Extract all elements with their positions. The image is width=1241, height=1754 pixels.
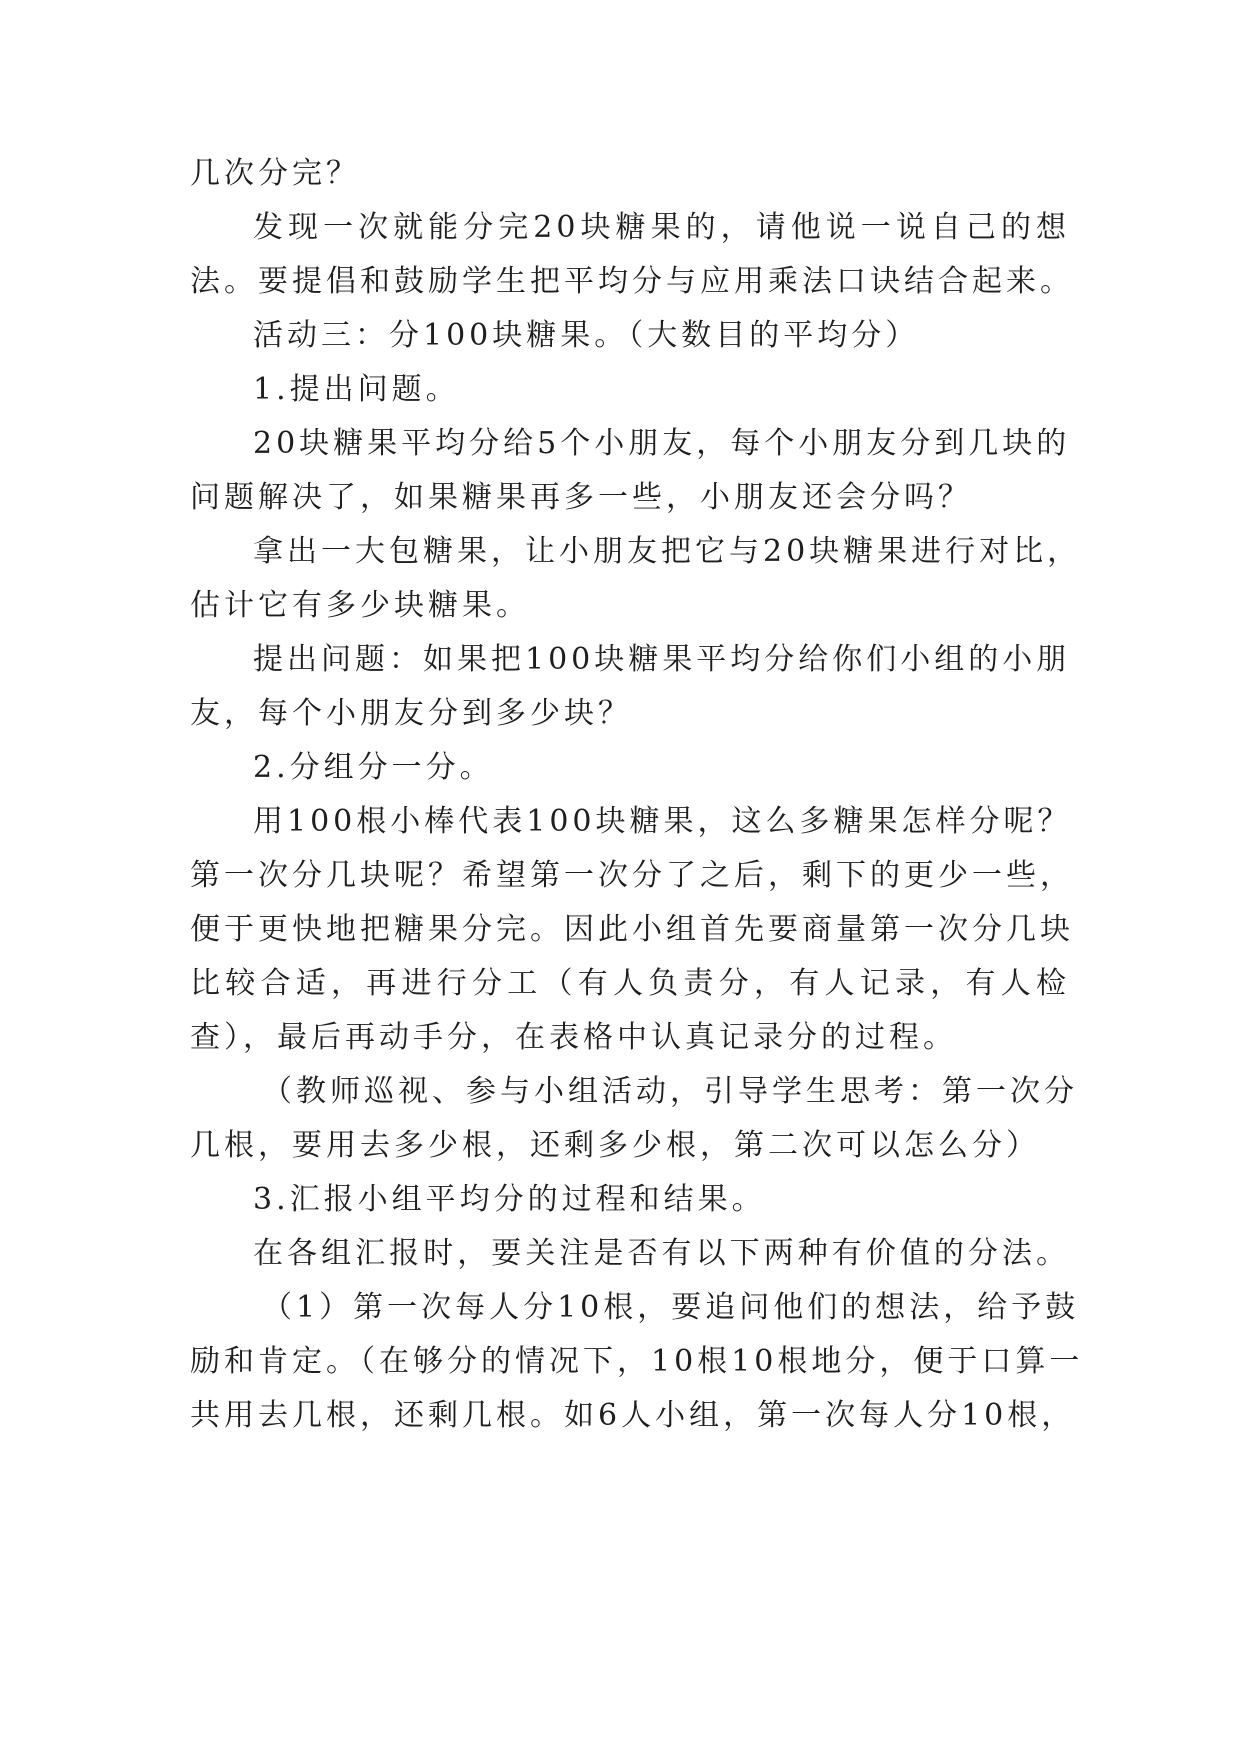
- text-line-11: 友，每个小朋友分到多少块？: [190, 696, 632, 731]
- text-line-7: 问题解决了，如果糖果再多一些，小朋友还会分吗？: [190, 480, 972, 515]
- text-line-5: 1.提出问题。: [253, 372, 460, 407]
- text-line-3: 法。要提倡和鼓励学生把平均分与应用乘法口诀结合起来。: [190, 264, 1074, 299]
- text-line-24: 共用去几根，还剩几根。如6人小组，第一次每人分10根，: [190, 1398, 1076, 1433]
- text-line-16: 比较合适，再进行分工（有人负责分，有人记录，有人检: [190, 966, 1070, 1001]
- text-line-10: 提出问题：如果把100块糖果平均分给你们小组的小朋: [253, 642, 1071, 677]
- text-line-21: 在各组汇报时，要关注是否有以下两种有价值的分法。: [253, 1236, 1070, 1271]
- text-line-1: 几次分完？: [190, 156, 360, 191]
- text-line-9: 估计它有多少块糖果。: [190, 588, 530, 623]
- text-line-14: 第一次分几块呢？希望第一次分了之后，剩下的更少一些，: [190, 858, 1074, 893]
- text-line-6: 20块糖果平均分给5个小朋友，每个小朋友分到几块的: [253, 426, 1071, 461]
- text-line-23: 励和肯定。（在够分的情况下，10根10根地分，便于口算一: [190, 1344, 1084, 1379]
- text-line-12: 2.分组分一分。: [253, 750, 494, 785]
- text-line-22: （1）第一次每人分10根，要追问他们的想法，给予鼓: [262, 1290, 1080, 1325]
- text-line-15: 便于更快地把糖果分完。因此小组首先要商量第一次分几块: [190, 912, 1074, 947]
- text-line-20: 3.汇报小组平均分的过程和结果。: [253, 1182, 766, 1217]
- text-line-2: 发现一次就能分完20块糖果的，请他说一说自己的想: [253, 210, 1070, 245]
- text-line-8: 拿出一大包糖果，让小朋友把它与20块糖果进行对比，: [253, 534, 1082, 569]
- text-line-4: 活动三：分100块糖果。（大数目的平均分）: [253, 318, 920, 353]
- text-line-18: （教师巡视、参与小组活动，引导学生思考：第一次分: [262, 1074, 1078, 1109]
- text-line-13: 用100根小棒代表100块糖果，这么多糖果怎样分呢？: [253, 804, 1072, 839]
- text-line-17: 查），最后再动手分，在表格中认真记录分的过程。: [190, 1020, 957, 1055]
- text-line-19: 几根，要用去多少根，还剩多少根，第二次可以怎么分）: [190, 1128, 1040, 1163]
